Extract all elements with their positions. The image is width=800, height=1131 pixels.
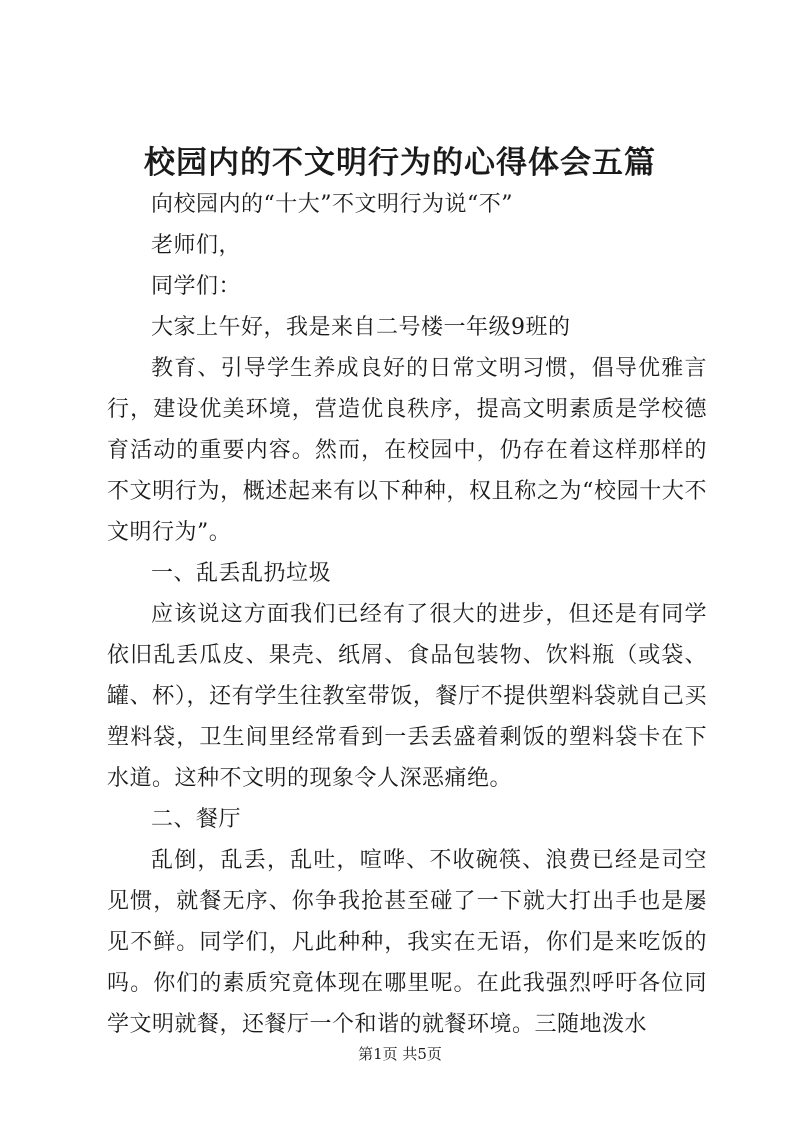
section-heading-canteen: 二、餐厅 xyxy=(151,807,242,832)
paragraph-litter: 应该说这方面我们已经有了很大的进步，但还是有同学依旧乱丢瓜皮、果壳、纸屑、食品包装物、饮料瓶（或袋、罐、杯），还有学生往教室带饭，餐厅不提供塑料袋就自己买塑料袋，卫生间里经常看到一丢丢盛着剩饭的塑料袋卡在下水道。这种不文明的现象令人深恶痛绝。 xyxy=(107,602,707,791)
paragraph-greeting: 大家上午好，我是来自二号楼一年级9班的 xyxy=(151,315,571,340)
document-title: 校园内的不文明行为的心得体会五篇 xyxy=(144,145,656,181)
paragraph-salutation-teachers: 老师们， xyxy=(151,233,242,258)
paragraph-canteen: 乱倒，乱丢，乱吐，喧哗、不收碗筷、浪费已经是司空见惯，就餐无序、你争我抢甚至碰了一下就大打出手也是屡见不鲜。同学们，凡此种种，我实在无语，你们是来吃饭的吗。你们的素质究竟体现在哪里呢。在此我强烈呼吁各位同学文明就餐，还餐厅一个和谐的就餐环境。三随地泼水 xyxy=(107,848,707,1037)
paragraph-salutation-students: 同学们： xyxy=(151,274,242,299)
page-number: 第1页 共5页 xyxy=(358,1045,442,1063)
paragraph-intro: 教育、引导学生养成良好的日常文明习惯，倡导优雅言行，建设优美环境，营造优良秩序，提高文明素质是学校德育活动的重要内容。然而，在校园中，仍存在着这样那样的不文明行为，概述起来有以下种种，权且称之为“校园十大不文明行为”。 xyxy=(107,356,707,545)
paragraph-subtitle: 向校园内的“十大”不文明行为说“不” xyxy=(151,192,513,217)
section-heading-litter: 一、乱丢乱扔垃圾 xyxy=(151,561,332,586)
document-body xyxy=(107,184,707,1045)
